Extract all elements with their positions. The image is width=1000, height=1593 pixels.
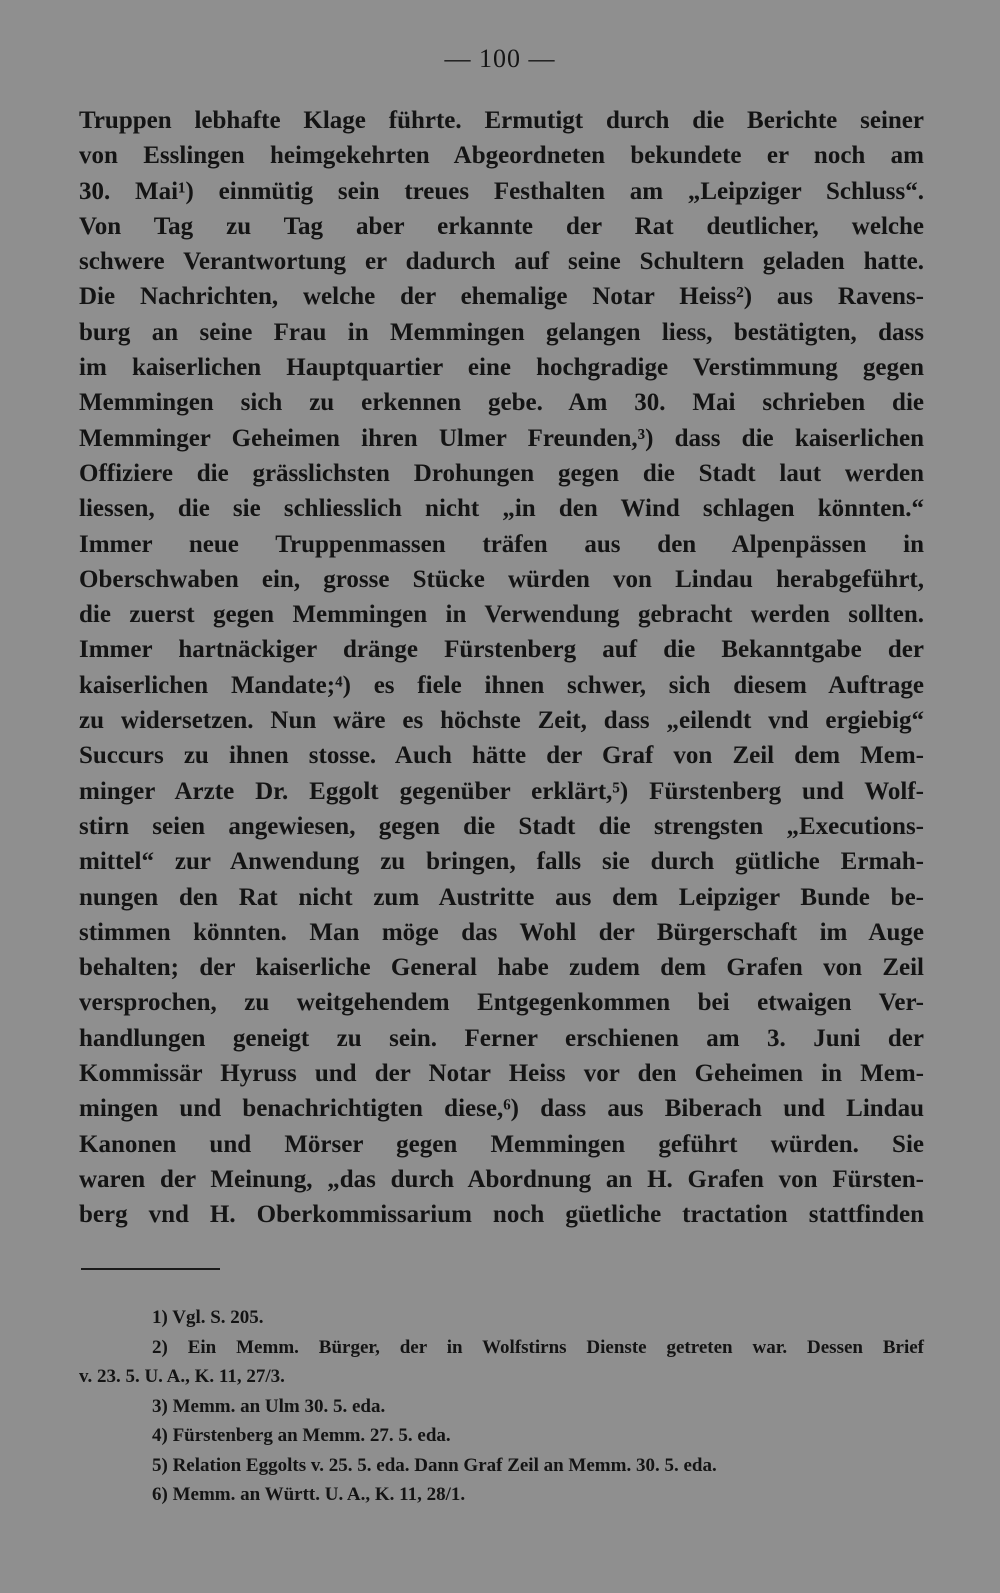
- text-line: Kanonen und Mörser gegen Memmingen geführt würden. Sie: [79, 1130, 924, 1158]
- text-line: Memminger Geheimen ihren Ulmer Freunden,³) dass die kaiserlichen: [79, 424, 924, 452]
- text-line: Immer neue Truppenmassen träfen aus den Alpenpässen in: [79, 530, 924, 558]
- text-line: Kommissär Hyruss und der Notar Heiss vor den Geheimen in Mem-: [79, 1060, 924, 1088]
- footnote: 3) Memm. an Ulm 30. 5. eda.: [152, 1395, 386, 1417]
- text-line: mittel“ zur Anwendung zu bringen, falls sie durch gütliche Ermah-: [79, 848, 924, 876]
- text-line: Oberschwaben ein, grosse Stücke würden von Lindau herabgeführt,: [79, 565, 924, 593]
- text-line: versprochen, zu weitgehendem Entgegenkommen bei etwaigen Ver-: [79, 989, 924, 1017]
- text-line: von Esslingen heimgekehrten Abgeordneten bekundete er noch am: [79, 142, 924, 170]
- body-text: [79, 103, 924, 1233]
- text-line: liessen, die sie schliesslich nicht „in den Wind schlagen könnten.“: [79, 495, 924, 523]
- text-line: mingen und benachrichtigten diese,⁶) dass aus Biberach und Lindau: [79, 1095, 924, 1123]
- text-line: Truppen lebhafte Klage führte. Ermutigt durch die Berichte seiner: [79, 107, 924, 134]
- footnote-continuation: v. 23. 5. U. A., K. 11, 27/3.: [79, 1366, 285, 1387]
- text-line: Succurs zu ihnen stosse. Auch hätte der Graf von Zeil dem Mem-: [79, 742, 924, 770]
- text-line: handlungen geneigt zu sein. Ferner erschienen am 3. Juni der: [79, 1024, 924, 1052]
- text-line: Immer hartnäckiger dränge Fürstenberg auf die Bekanntgabe der: [79, 636, 924, 664]
- footnote: 2) Ein Memm. Bürger, der in Wolfstirns Dienste getreten war. Dessen Brief: [152, 1336, 924, 1358]
- page-number: — 100 —: [444, 44, 556, 73]
- text-line: Die Nachrichten, welche der ehemalige Notar Heiss²) aus Ravens-: [79, 283, 924, 311]
- text-line: kaiserlichen Mandate;⁴) es fiele ihnen schwer, sich diesem Auftrage: [79, 671, 924, 699]
- text-line: Von Tag zu Tag aber erkannte der Rat deutlicher, welche: [79, 212, 924, 240]
- text-line: stirn seien angewiesen, gegen die Stadt die strengsten „Executions-: [79, 812, 924, 840]
- text-line: zu widersetzen. Nun wäre es höchste Zeit, dass „eilendt vnd ergiebig“: [79, 707, 924, 735]
- text-line: behalten; der kaiserliche General habe zudem dem Grafen von Zeil: [79, 954, 924, 982]
- footnote: 1) Vgl. S. 205.: [152, 1307, 264, 1328]
- text-line: waren der Meinung, „das durch Abordnung an H. Grafen von Fürsten-: [79, 1165, 924, 1193]
- text-line: nungen den Rat nicht zum Austritte aus dem Leipziger Bunde be-: [79, 883, 924, 911]
- text-line: die zuerst gegen Memmingen in Verwendung gebracht werden sollten.: [79, 601, 924, 629]
- footnote: 4) Fürstenberg an Memm. 27. 5. eda.: [152, 1425, 451, 1446]
- text-line: Memmingen sich zu erkennen gebe. Am 30. Mai schrieben die: [79, 389, 924, 417]
- footnotes: [79, 1303, 924, 1510]
- footnote-separator: [81, 1268, 220, 1270]
- footnote: 6) Memm. an Württ. U. A., K. 11, 28/1.: [152, 1484, 466, 1505]
- text-line: Offiziere die grässlichsten Drohungen gegen die Stadt laut werden: [79, 459, 924, 487]
- text-line: stimmen könnten. Man möge das Wohl der Bürgerschaft im Auge: [79, 918, 924, 946]
- text-line: berg vnd H. Oberkommissarium noch güetliche tractation stattfinden: [79, 1201, 924, 1229]
- text-line: minger Arzte Dr. Eggolt gegenüber erklärt,⁵) Fürstenberg und Wolf-: [79, 777, 924, 805]
- text-line: schwere Verantwortung er dadurch auf seine Schultern geladen hatte.: [79, 248, 924, 276]
- text-line: im kaiserlichen Hauptquartier eine hochgradige Verstimmung gegen: [79, 354, 924, 382]
- text-line: 30. Mai¹) einmütig sein treues Festhalten am „Leipziger Schluss“.: [79, 177, 924, 205]
- text-line: burg an seine Frau in Memmingen gelangen liess, bestätigten, dass: [79, 318, 924, 346]
- footnote: 5) Relation Eggolts v. 25. 5. eda. Dann Graf Zeil an Memm. 30. 5. eda.: [152, 1454, 717, 1476]
